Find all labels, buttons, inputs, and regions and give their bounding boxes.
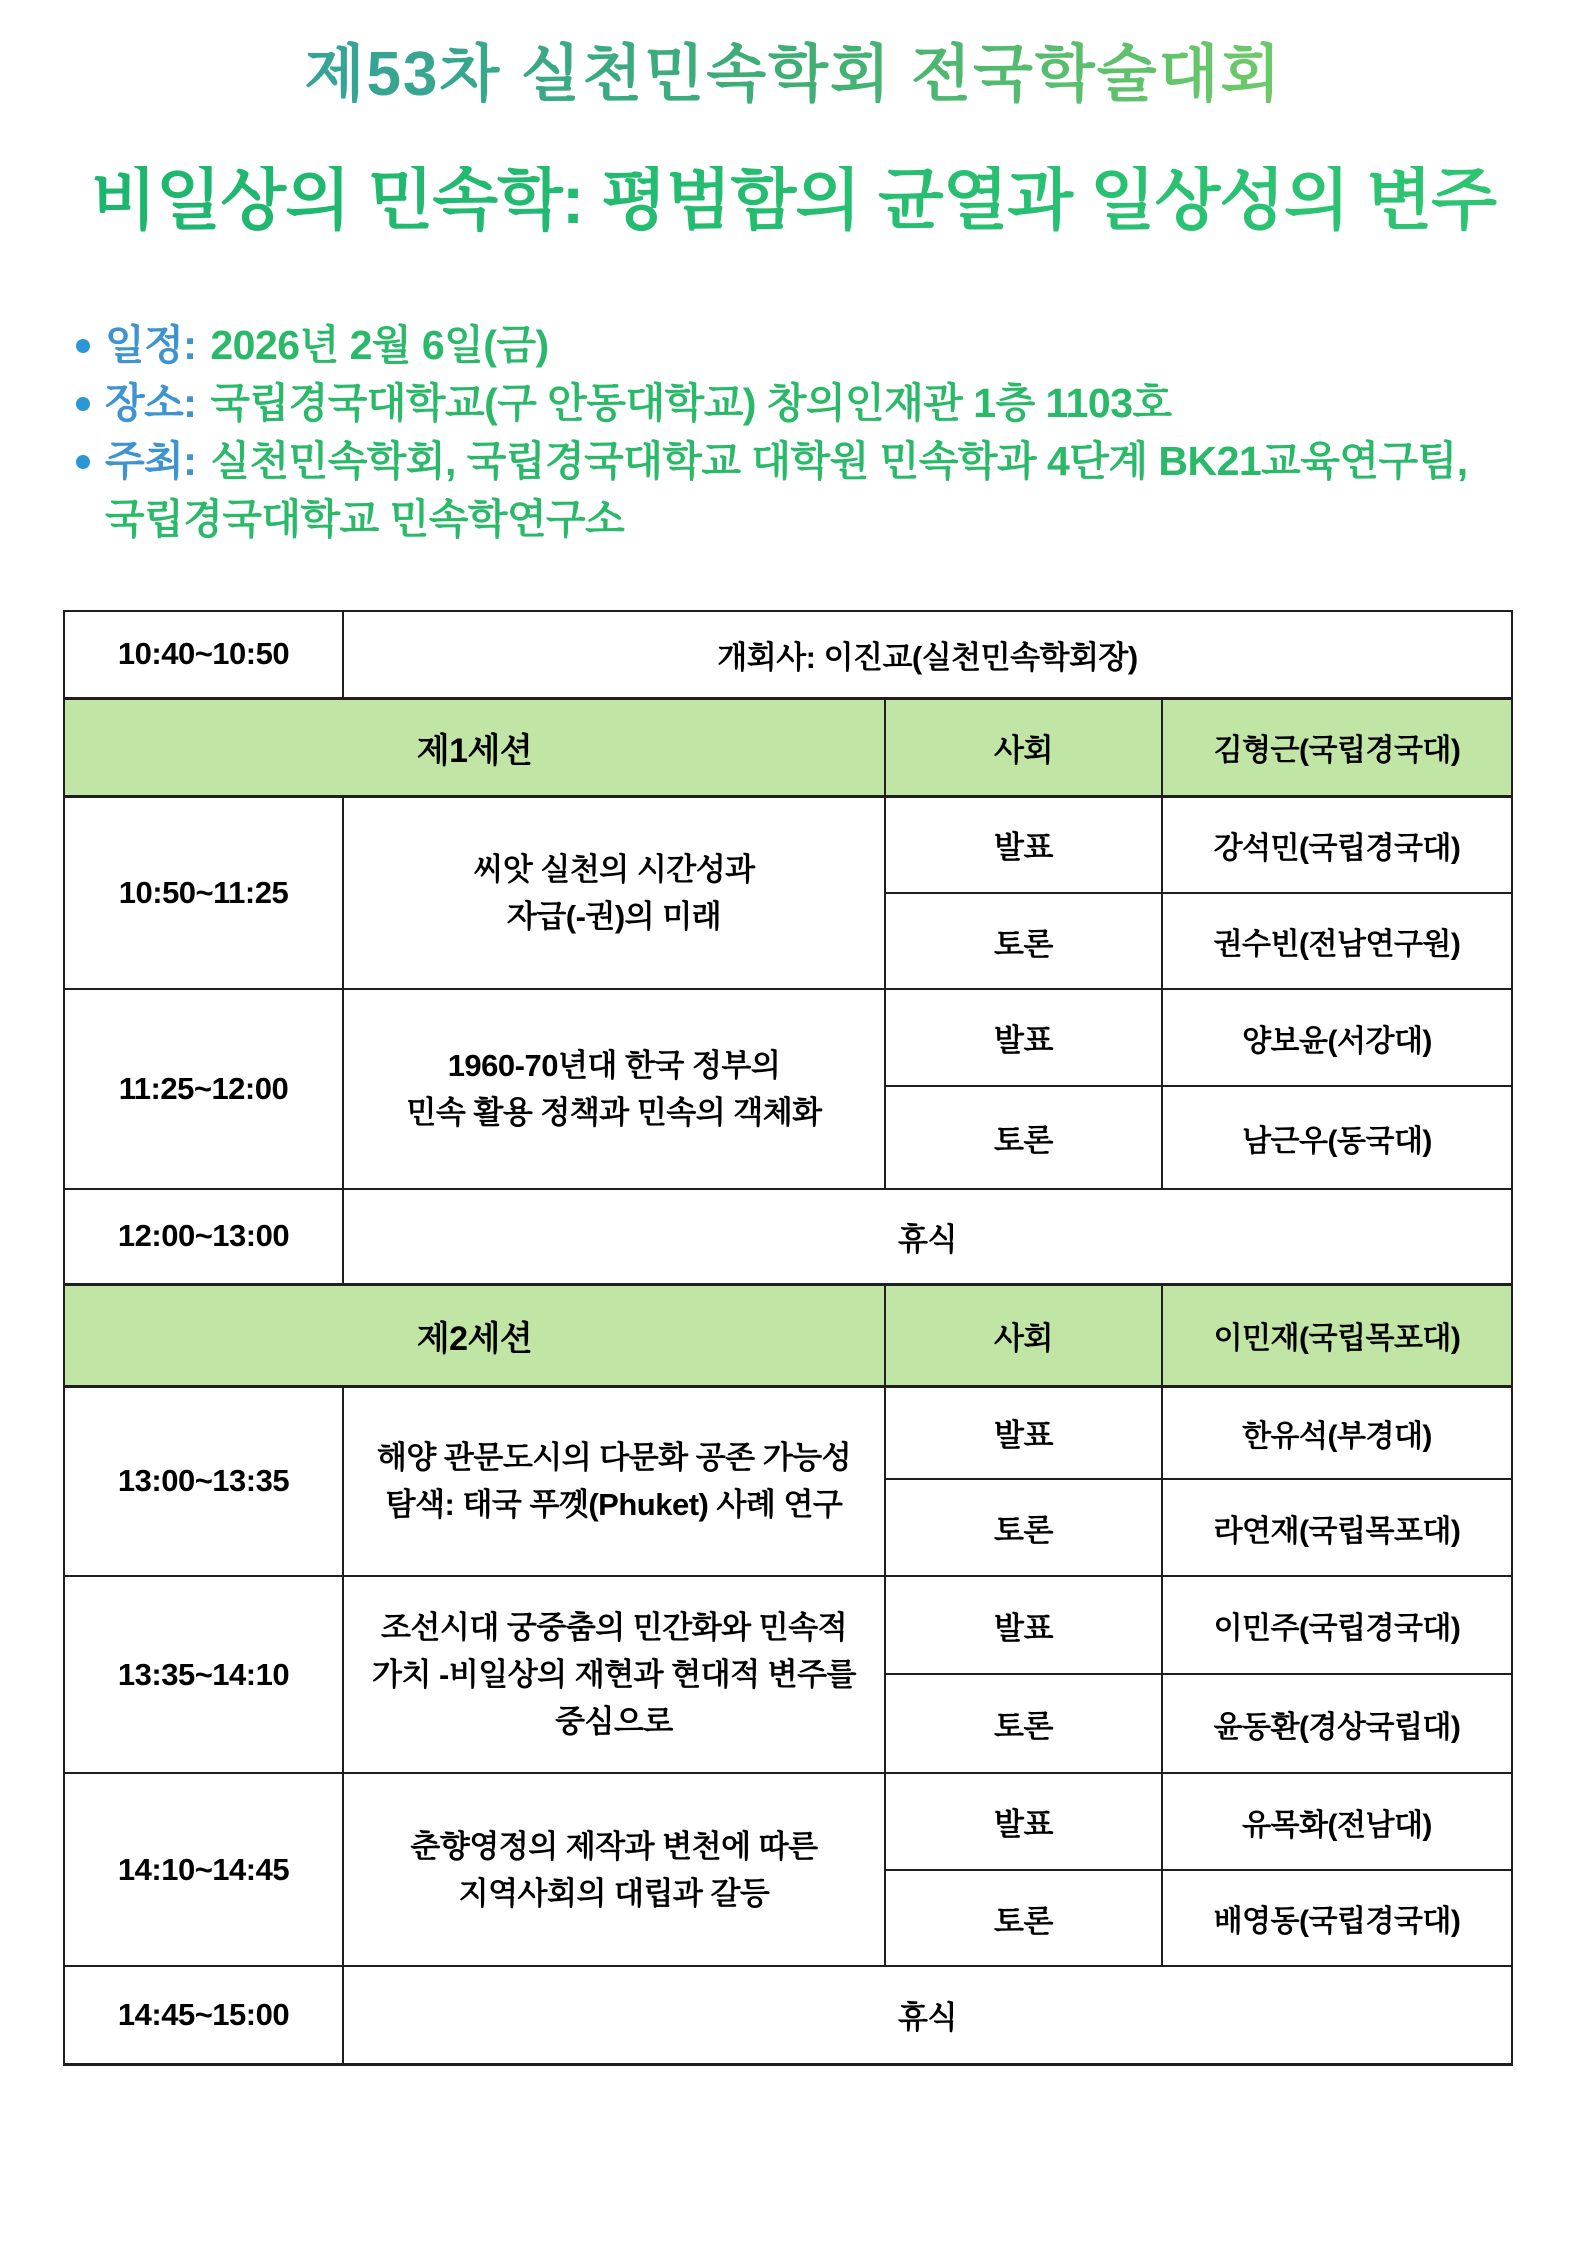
info-date-value: 2026년 2월 6일(금) [210,322,549,368]
presenter-name: 강석민(국립경국대) [1162,796,1512,893]
time-cell: 11:25~12:00 [64,989,343,1189]
discussant-label: 토론 [885,893,1162,989]
presenter-label: 발표 [885,1576,1162,1674]
topic-cell [343,1773,885,1966]
paper-row [64,1576,1512,1674]
discussant-label: 토론 [885,1086,1162,1189]
discussant-name: 라연재(국립목포대) [1162,1479,1512,1576]
discussant-name: 권수빈(전남연구원) [1162,893,1512,989]
opening-row [64,611,1512,698]
topic-line: 씨앗 실천의 시간성과 [473,851,755,887]
discussant-name: 윤동환(경상국립대) [1162,1674,1512,1773]
time-cell: 12:00~13:00 [64,1189,343,1284]
bullet-dot-icon [76,339,90,353]
topic-line: 가치 -비일상의 재현과 현대적 변주를 [372,1657,856,1692]
discussant-label: 토론 [885,1870,1162,1966]
topic-line: 춘향영정의 제작과 변천에 따른 [410,1828,818,1864]
bullet-dot-icon [76,397,90,411]
bullet-dot-icon [76,455,90,469]
presenter-label: 발표 [885,989,1162,1086]
time-cell: 14:45~15:00 [64,1966,343,2064]
presenter-label: 발표 [885,1773,1162,1870]
presenter-name: 양보윤(서강대) [1162,989,1512,1086]
time-cell: 10:50~11:25 [64,796,343,989]
info-host [76,432,1587,490]
break-label: 휴식 [343,1189,1512,1284]
schedule-table [63,610,1513,2066]
info-venue-value: 국립경국대학교(구 안동대학교) 창의인재관 1층 1103호 [210,380,1172,426]
topic-line: 자급(-권)의 미래 [506,898,722,934]
presenter-name: 유목화(전남대) [1162,1773,1512,1870]
break-row [64,1189,1512,1284]
topic-line: 지역사회의 대립과 갈등 [458,1875,770,1911]
topic-line: 탐색: 태국 푸껫(Phuket) 사례 연구 [385,1487,843,1523]
topic-line: 해양 관문도시의 다문화 공존 가능성 [376,1440,852,1476]
paper-row [64,796,1512,893]
moderator-label: 사회 [885,698,1162,796]
topic-cell [343,989,885,1189]
session1-header-row [64,698,1512,796]
presenter-label: 발표 [885,1386,1162,1479]
paper-row [64,989,1512,1086]
topic-line: 중심으로 [555,1704,673,1739]
presenter-name: 이민주(국립경국대) [1162,1576,1512,1674]
moderator-name: 김형근(국립경국대) [1162,698,1512,796]
break-label: 휴식 [343,1966,1512,2064]
info-list [76,316,1587,548]
topic-line: 조선시대 궁중춤의 민간화와 민속적 [380,1610,848,1645]
moderator-name: 이민재(국립목포대) [1162,1284,1512,1386]
session2-header-row [64,1284,1512,1386]
info-venue [76,374,1587,432]
discussant-name: 배영동(국립경국대) [1162,1870,1512,1966]
paper-row [64,1386,1512,1479]
info-host-value: 실천민속학회, 국립경국대학교 대학원 민속학과 4단계 BK21교육연구팀, [210,438,1468,484]
time-cell: 14:10~14:45 [64,1773,343,1966]
topic-cell [343,796,885,989]
time-cell: 13:35~14:10 [64,1576,343,1773]
topic-line: 민속 활용 정책과 민속의 객체화 [406,1095,822,1130]
opening-event: 개회사: 이진교(실천민속학회장) [343,611,1512,698]
discussant-label: 토론 [885,1674,1162,1773]
paper-row [64,1773,1512,1870]
break-row [64,1966,1512,2064]
topic-cell [343,1386,885,1576]
discussant-name: 남근우(동국대) [1162,1086,1512,1189]
presenter-name: 한유석(부경대) [1162,1386,1512,1479]
time-cell: 10:40~10:50 [64,611,343,698]
info-date [76,316,1587,374]
info-host-label: 주최: [105,432,196,490]
info-host-value-line2: 국립경국대학교 민속학연구소 [105,496,625,542]
conference-title: 제53차 실천민속학회 전국학술대회 [0,0,1587,106]
session1-title: 제1세션 [64,698,885,796]
info-venue-label: 장소: [105,374,196,432]
session2-title: 제2세션 [64,1284,885,1386]
conference-subtitle: 비일상의 민속학: 평범함의 균열과 일상성의 변주 [0,166,1587,234]
topic-line: 1960-70년대 한국 정부의 [447,1048,781,1083]
info-date-label: 일정: [105,316,196,374]
discussant-label: 토론 [885,1479,1162,1576]
time-cell: 13:00~13:35 [64,1386,343,1576]
presenter-label: 발표 [885,796,1162,893]
topic-cell [343,1576,885,1773]
moderator-label: 사회 [885,1284,1162,1386]
